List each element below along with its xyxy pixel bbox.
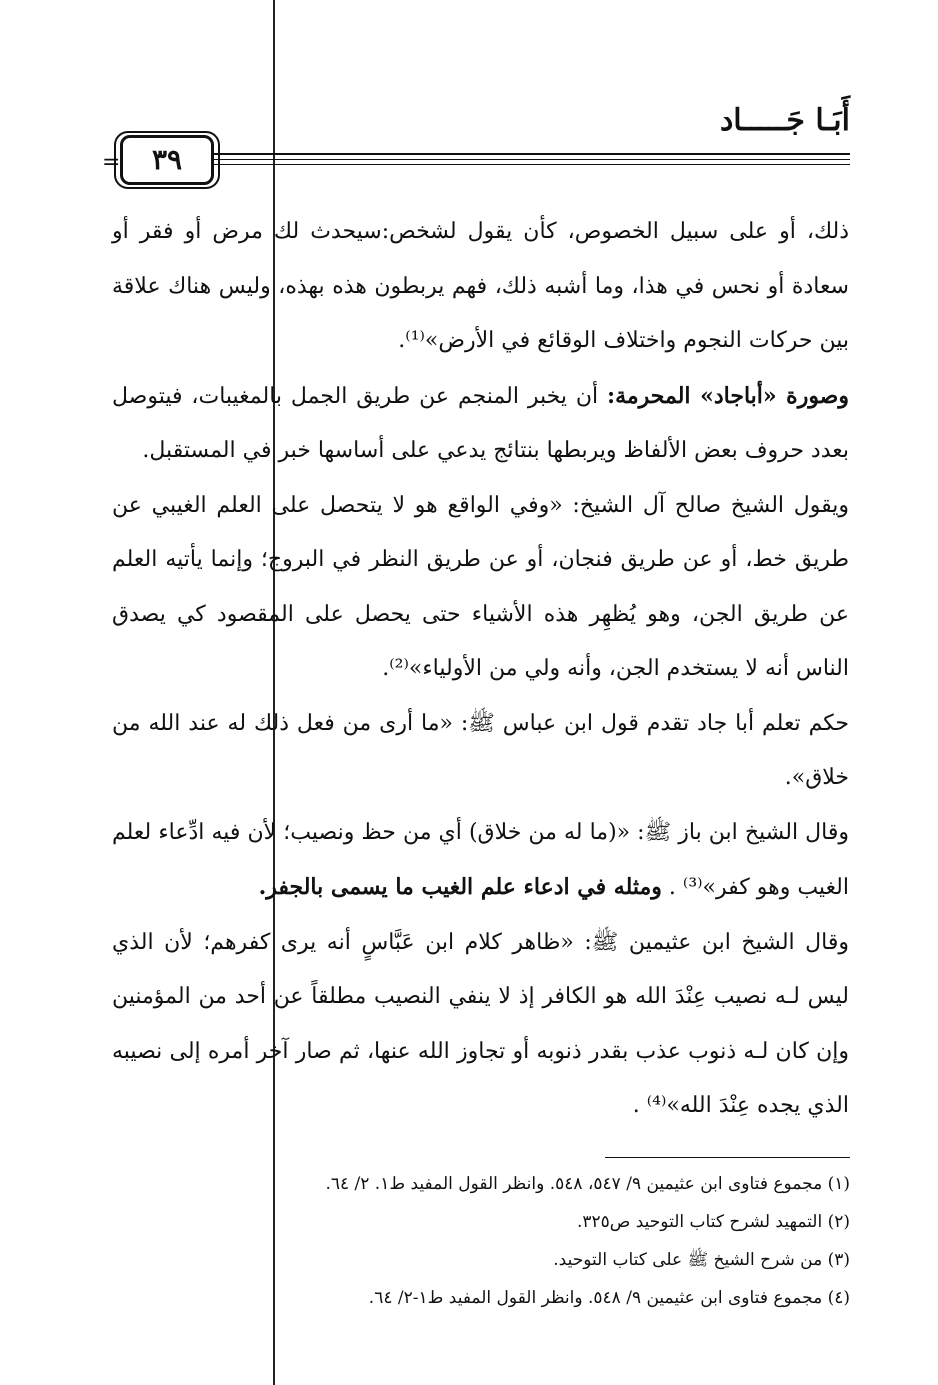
- header-rule: [210, 153, 850, 155]
- paragraph: ويقول الشيخ صالح آل الشيخ: «وفي الواقع هو لا يتحصل على العلم الغيبي عن طريق خط، أو عن طريق فنجان، أو عن طريق النظر في البروج؛ وإنما يأتيه العلم عن طريق الجن، وهو يُظهِر هذه الأشياء حتى يحصل على المقصود كي يصدق الناس أنه لا يستخدم الجن، وأنه ولي من الأولياء»⁽²⁾.: [112, 492, 849, 681]
- footnote-separator: [605, 1157, 850, 1158]
- footnote: (٢) التمهيد لشرح كتاب التوحيد ص٣٢٥.: [576, 1212, 850, 1232]
- book-title: أَبَـا جَـــــاد: [719, 103, 850, 138]
- bold-phrase: وصورة «أباجاد» المحرمة:: [606, 382, 849, 409]
- footnotes: [180, 1165, 850, 1317]
- main-text: [112, 205, 849, 1134]
- footnote: (١) مجموع فتاوى ابن عثيمين ٩/ ٥٤٧، ٥٤٨. وانظر القول المفيد ط١. ٢/ ٦٤.: [325, 1174, 850, 1194]
- bold-phrase: ومثله في ادعاء علم الغيب ما يسمى بالجفر.: [258, 874, 662, 900]
- footnote: (٤) مجموع فتاوى ابن عثيمين ٩/ ٥٤٨. وانظر القول المفيد ط١-٢/ ٦٤.: [368, 1288, 850, 1308]
- paragraph-text: وقال الشيخ ابن باز ﷺ: «(ما له من خلاق) أي من حظ ونصيب؛ لأن فيه ادِّعاء لعلم الغيب وهو كفر»⁽³⁾ .: [112, 819, 849, 900]
- header-rule: [210, 159, 850, 160]
- paragraph: [112, 806, 849, 916]
- footnote: (٣) من شرح الشيخ ﷺ على كتاب التوحيد.: [553, 1250, 850, 1270]
- page-header: [100, 95, 850, 190]
- page-number: ٣٩: [120, 135, 214, 185]
- header-rule: [210, 164, 850, 165]
- paragraph: حكم تعلم أبا جاد تقدم قول ابن عباس ﷺ: «ما أرى من فعل ذلك له عند الله من خلاق».: [112, 710, 849, 790]
- paragraph: [112, 369, 849, 479]
- paragraph-text: أن يخبر المنجم عن طريق الجمل بالمغيبات، فيتوصل بعدد حروف بعض الألفاظ ويربطها بنتائج يدعي على أساسها خبر في المستقبل.: [112, 383, 849, 463]
- paragraph: ذلك، أو على سبيل الخصوص، كأن يقول لشخص:سيحدث لك مرض أو فقر أو سعادة أو نحس في هذا، وما أشبه ذلك، فهم يربطون هذه بهذه، وليس هناك علاقة بين حركات النجوم واختلاف الوقائع في الأرض»⁽¹⁾.: [112, 219, 849, 353]
- header-dash: =: [102, 150, 121, 175]
- paragraph: وقال الشيخ ابن عثيمين ﷺ: «ظاهر كلام ابن عَبَّاسٍ أنه يرى كفرهم؛ لأن الذي ليس لـه نصيب عِنْدَ الله هو الكافر إذ لا ينفي النصيب مطلقاً عن أحد من المؤمنين وإن كان لـه ذنوب عذب بقدر ذنوبه أو تجاوز الله عنها، ثم صار آخر أمره إلى نصيبه الذي يجده عِنْدَ الله»⁽⁴⁾ .: [112, 929, 849, 1118]
